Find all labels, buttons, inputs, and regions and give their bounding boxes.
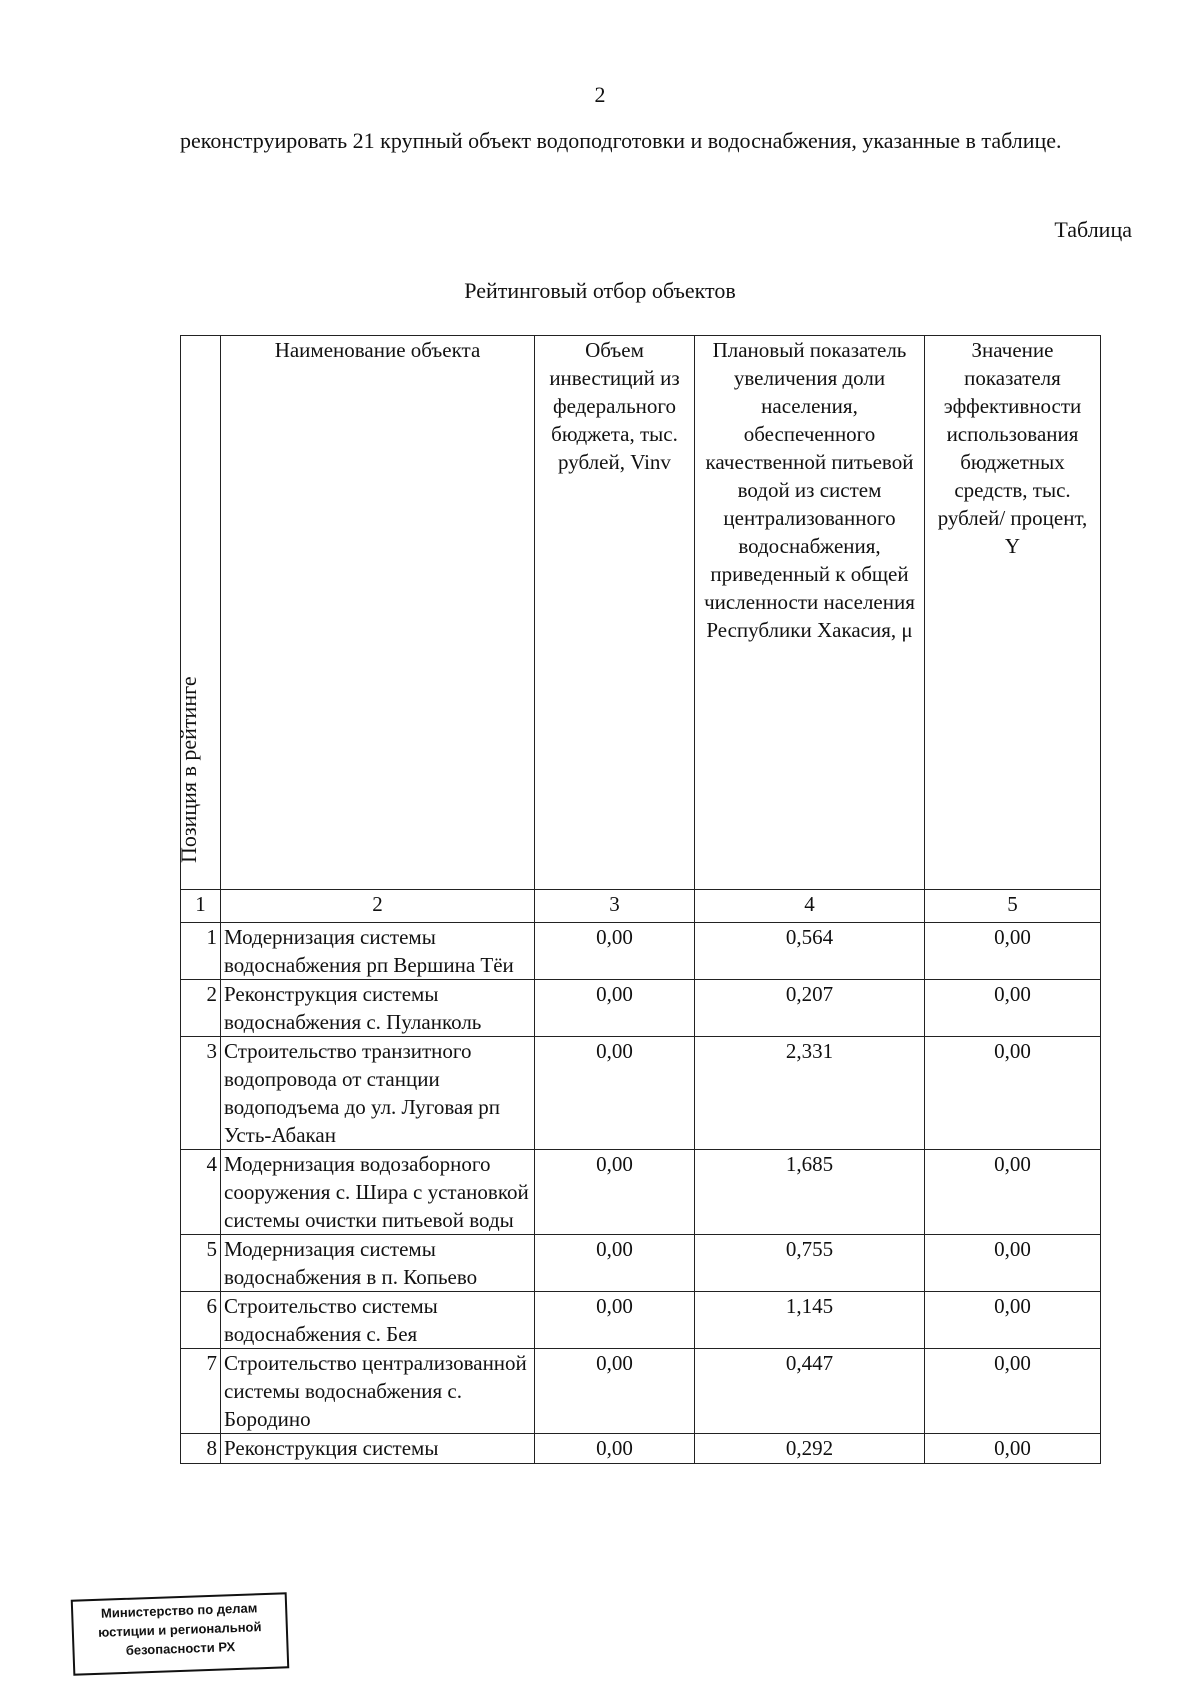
row-position: 2 xyxy=(181,980,221,1037)
stamp-line: Министерство по делам xyxy=(100,1600,258,1621)
column-number-row xyxy=(181,890,1101,923)
row-efficiency: 0,00 xyxy=(925,980,1101,1037)
table-title: Рейтинговый отбор объектов xyxy=(464,278,736,303)
table-row xyxy=(181,1349,1101,1434)
table-label: Таблица xyxy=(1054,217,1132,242)
row-efficiency: 0,00 xyxy=(925,1349,1101,1434)
row-indicator: 1,685 xyxy=(695,1150,925,1235)
rating-table xyxy=(175,335,1101,1464)
row-position: 4 xyxy=(181,1150,221,1235)
row-object-name: Строительство транзитного водопровода от станции водоподъема до ул. Луговая рп Усть-Абакан xyxy=(221,1037,535,1150)
row-investment: 0,00 xyxy=(535,1235,695,1292)
row-object-name: Модернизация водозаборного сооружения с. Шира с установкой системы очистки питьевой воды xyxy=(221,1150,535,1235)
row-object-name: Реконструкция системы водоснабжения с. Пуланколь xyxy=(221,980,535,1037)
row-position: 3 xyxy=(181,1037,221,1150)
ministry-stamp xyxy=(71,1592,290,1675)
table-row xyxy=(181,923,1101,980)
row-object-name: Реконструкция системы xyxy=(221,1434,535,1464)
page-number: 2 xyxy=(594,82,606,107)
row-indicator: 0,292 xyxy=(695,1434,925,1464)
table-row xyxy=(181,1235,1101,1292)
row-efficiency: 0,00 xyxy=(925,1037,1101,1150)
row-indicator: 0,207 xyxy=(695,980,925,1037)
row-position: 8 xyxy=(181,1434,221,1464)
row-investment: 0,00 xyxy=(535,1292,695,1349)
column-number: 5 xyxy=(925,890,1101,923)
header-position xyxy=(175,336,221,890)
row-investment: 0,00 xyxy=(535,980,695,1037)
row-efficiency: 0,00 xyxy=(925,1235,1101,1292)
row-investment: 0,00 xyxy=(535,1434,695,1464)
row-efficiency: 0,00 xyxy=(925,1150,1101,1235)
table-header-row xyxy=(181,336,1101,890)
row-position: 1 xyxy=(181,923,221,980)
row-object-name: Строительство централизованной системы водоснабжения с. Бородино xyxy=(221,1349,535,1434)
table-row xyxy=(181,1434,1101,1464)
row-efficiency: 0,00 xyxy=(925,1292,1101,1349)
column-number: 2 xyxy=(221,890,535,923)
header-efficiency: Значение показателя эффективности использования бюджетных средств, тыс. рублей/ процент, Y xyxy=(925,336,1101,890)
row-object-name: Модернизация системы водоснабжения в п. Копьево xyxy=(221,1235,535,1292)
header-position-label: Позиция в рейтинге xyxy=(175,676,201,863)
row-position: 6 xyxy=(181,1292,221,1349)
row-investment: 0,00 xyxy=(535,1037,695,1150)
row-investment: 0,00 xyxy=(535,1150,695,1235)
table-row xyxy=(181,1037,1101,1150)
stamp-line: безопасности РХ xyxy=(125,1639,236,1658)
column-number: 3 xyxy=(535,890,695,923)
row-indicator: 0,447 xyxy=(695,1349,925,1434)
row-indicator: 0,564 xyxy=(695,923,925,980)
row-investment: 0,00 xyxy=(535,923,695,980)
table-row xyxy=(181,1150,1101,1235)
row-indicator: 2,331 xyxy=(695,1037,925,1150)
row-indicator: 0,755 xyxy=(695,1235,925,1292)
header-indicator: Плановый показатель увеличения доли населения, обеспеченного качественной питьевой водой из систем централизованного водоснабжения, приведенный к общей численности населения Республики Хакасия, μ xyxy=(695,336,925,890)
row-investment: 0,00 xyxy=(535,1349,695,1434)
header-name: Наименование объекта xyxy=(221,336,535,890)
row-object-name: Модернизация системы водоснабжения рп Вершина Тёи xyxy=(221,923,535,980)
stamp-line: юстиции и региональной xyxy=(97,1619,262,1640)
header-investment: Объем инвестиций из федерального бюджета, тыс. рублей, Vinv xyxy=(535,336,695,890)
intro-paragraph: реконструировать 21 крупный объект водоподготовки и водоснабжения, указанные в таблице. xyxy=(180,128,1062,153)
row-object-name: Строительство системы водоснабжения с. Бея xyxy=(221,1292,535,1349)
row-indicator: 1,145 xyxy=(695,1292,925,1349)
row-efficiency: 0,00 xyxy=(925,923,1101,980)
row-position: 7 xyxy=(181,1349,221,1434)
row-efficiency: 0,00 xyxy=(925,1434,1101,1464)
table-row xyxy=(181,980,1101,1037)
column-number: 1 xyxy=(181,890,221,923)
column-number: 4 xyxy=(695,890,925,923)
table-row xyxy=(181,1292,1101,1349)
row-position: 5 xyxy=(181,1235,221,1292)
